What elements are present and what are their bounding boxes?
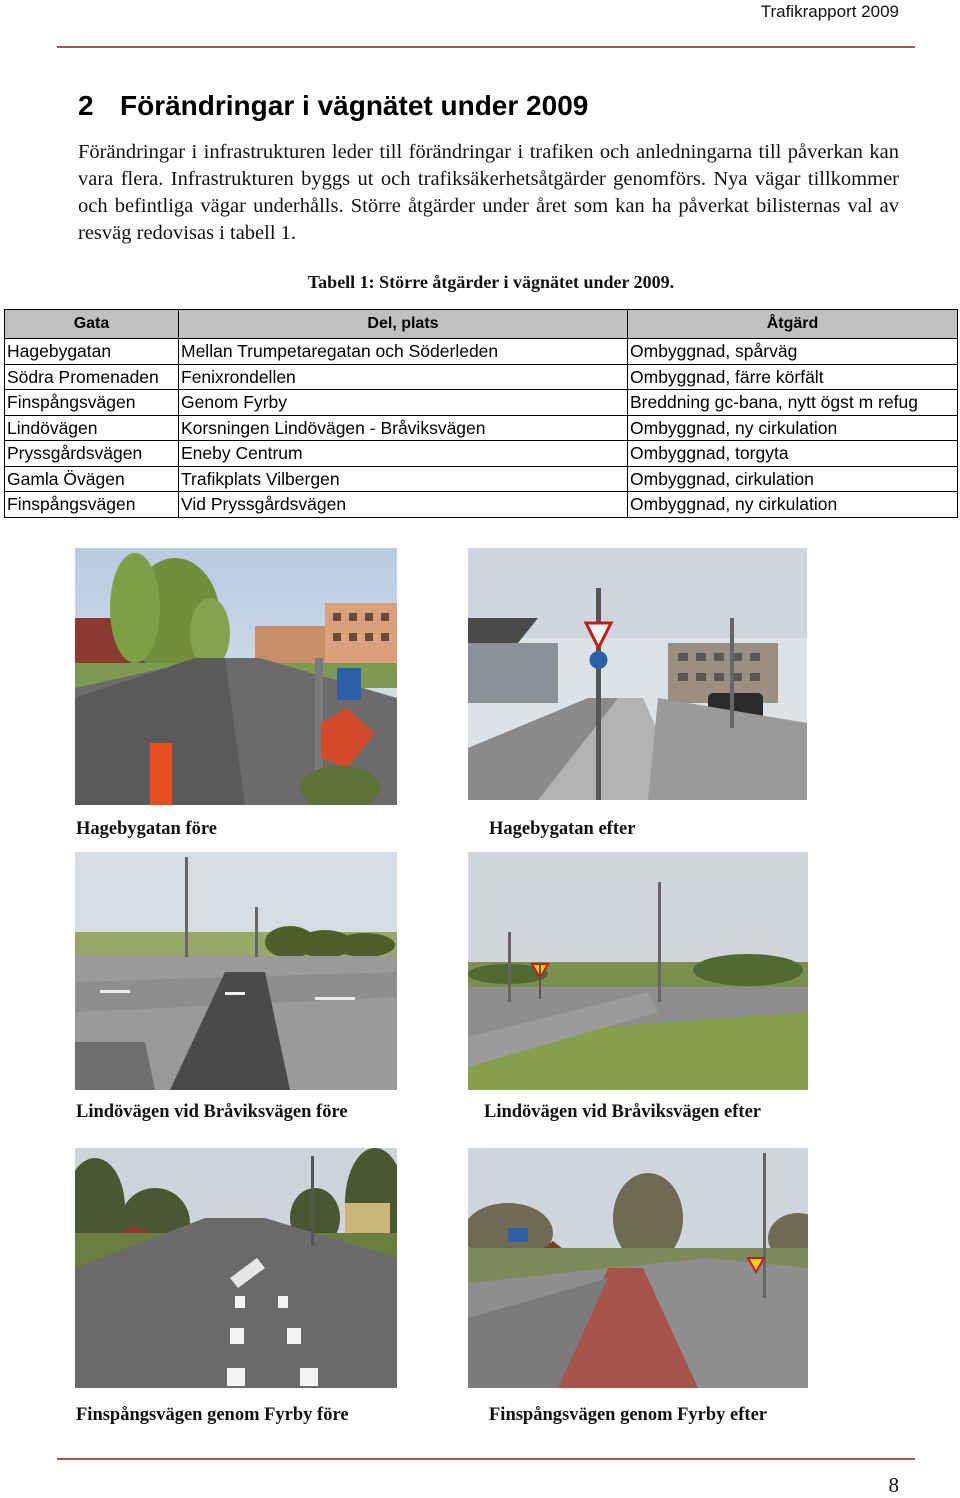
cell-del-plats: Mellan Trumpetaregatan och Söderleden: [179, 339, 628, 365]
column-header-gata: Gata: [5, 310, 179, 339]
section-title: Förändringar i vägnätet under 2009: [120, 90, 589, 121]
page-number: 8: [888, 1473, 899, 1497]
header-rule: [57, 46, 915, 48]
table-row: [5, 441, 958, 467]
cell-gata: Gamla Övägen: [5, 466, 179, 492]
cell-atgard: Ombyggnad, färre körfält: [628, 364, 958, 390]
photo-caption-lindovagen-after: Lindövägen vid Bråviksvägen efter: [484, 1102, 761, 1122]
table-row: [5, 364, 958, 390]
cell-gata: Finspångsvägen: [5, 492, 179, 518]
photo-hagebygatan-before: [75, 548, 397, 805]
table-header-row: [5, 310, 958, 339]
cell-atgard: Breddning gc-bana, nytt ögst m refug: [628, 390, 958, 416]
column-header-del-plats: Del, plats: [179, 310, 628, 339]
photo-caption-finspangsvagen-before: Finspångsvägen genom Fyrby före: [76, 1405, 349, 1425]
table-row: [5, 466, 958, 492]
photo-caption-hagebygatan-before: Hagebygatan före: [76, 819, 217, 839]
table-row: [5, 339, 958, 365]
table-row: [5, 415, 958, 441]
column-header-atgard: Åtgärd: [628, 310, 958, 339]
measures-table: [4, 309, 958, 518]
cell-atgard: Ombyggnad, spårväg: [628, 339, 958, 365]
intro-paragraph: Förändringar i infrastrukturen leder till förändringar i trafiken och anledningarna till påverkan kan vara flera. Infrastrukturen byggs ut och trafiksäkerhetsåtgärder genomförs. Nya vägar tillkommer och befintliga vägar underhålls. Större åtgärder under året som kan ha påverkat bilisternas val av resväg redovisas i tabell 1.: [78, 141, 899, 244]
cell-del-plats: Genom Fyrby: [179, 390, 628, 416]
photo-lindovagen-after: [468, 852, 808, 1090]
cell-atgard: Ombyggnad, torgyta: [628, 441, 958, 467]
photo-caption-finspangsvagen-after: Finspångsvägen genom Fyrby efter: [489, 1405, 767, 1425]
cell-del-plats: Korsningen Lindövägen - Bråviksvägen: [179, 415, 628, 441]
section-number: 2: [78, 90, 94, 121]
cell-atgard: Ombyggnad, ny cirkulation: [628, 415, 958, 441]
cell-del-plats: Fenixrondellen: [179, 364, 628, 390]
cell-gata: Pryssgårdsvägen: [5, 441, 179, 467]
photo-caption-hagebygatan-after: Hagebygatan efter: [489, 819, 636, 839]
footer-rule: [57, 1458, 915, 1460]
cell-gata: Södra Promenaden: [5, 364, 179, 390]
photo-finspangsvagen-after: [468, 1148, 808, 1388]
photo-finspangsvagen-before: [75, 1148, 397, 1388]
photo-hagebygatan-after: [468, 548, 807, 800]
cell-atgard: Ombyggnad, cirkulation: [628, 466, 958, 492]
cell-gata: Lindövägen: [5, 415, 179, 441]
photo-lindovagen-before: [75, 852, 397, 1090]
photo-caption-lindovagen-before: Lindövägen vid Bråviksvägen före: [76, 1102, 348, 1122]
cell-gata: Hagebygatan: [5, 339, 179, 365]
table-row: [5, 390, 958, 416]
cell-del-plats: Eneby Centrum: [179, 441, 628, 467]
table-row: [5, 492, 958, 518]
cell-del-plats: Vid Pryssgårdsvägen: [179, 492, 628, 518]
running-header: Trafikrapport 2009: [760, 2, 899, 21]
section-heading: [78, 86, 588, 126]
cell-del-plats: Trafikplats Vilbergen: [179, 466, 628, 492]
cell-gata: Finspångsvägen: [5, 390, 179, 416]
table-caption: Tabell 1: Större åtgärder i vägnätet under 2009.: [307, 272, 675, 292]
cell-atgard: Ombyggnad, ny cirkulation: [628, 492, 958, 518]
